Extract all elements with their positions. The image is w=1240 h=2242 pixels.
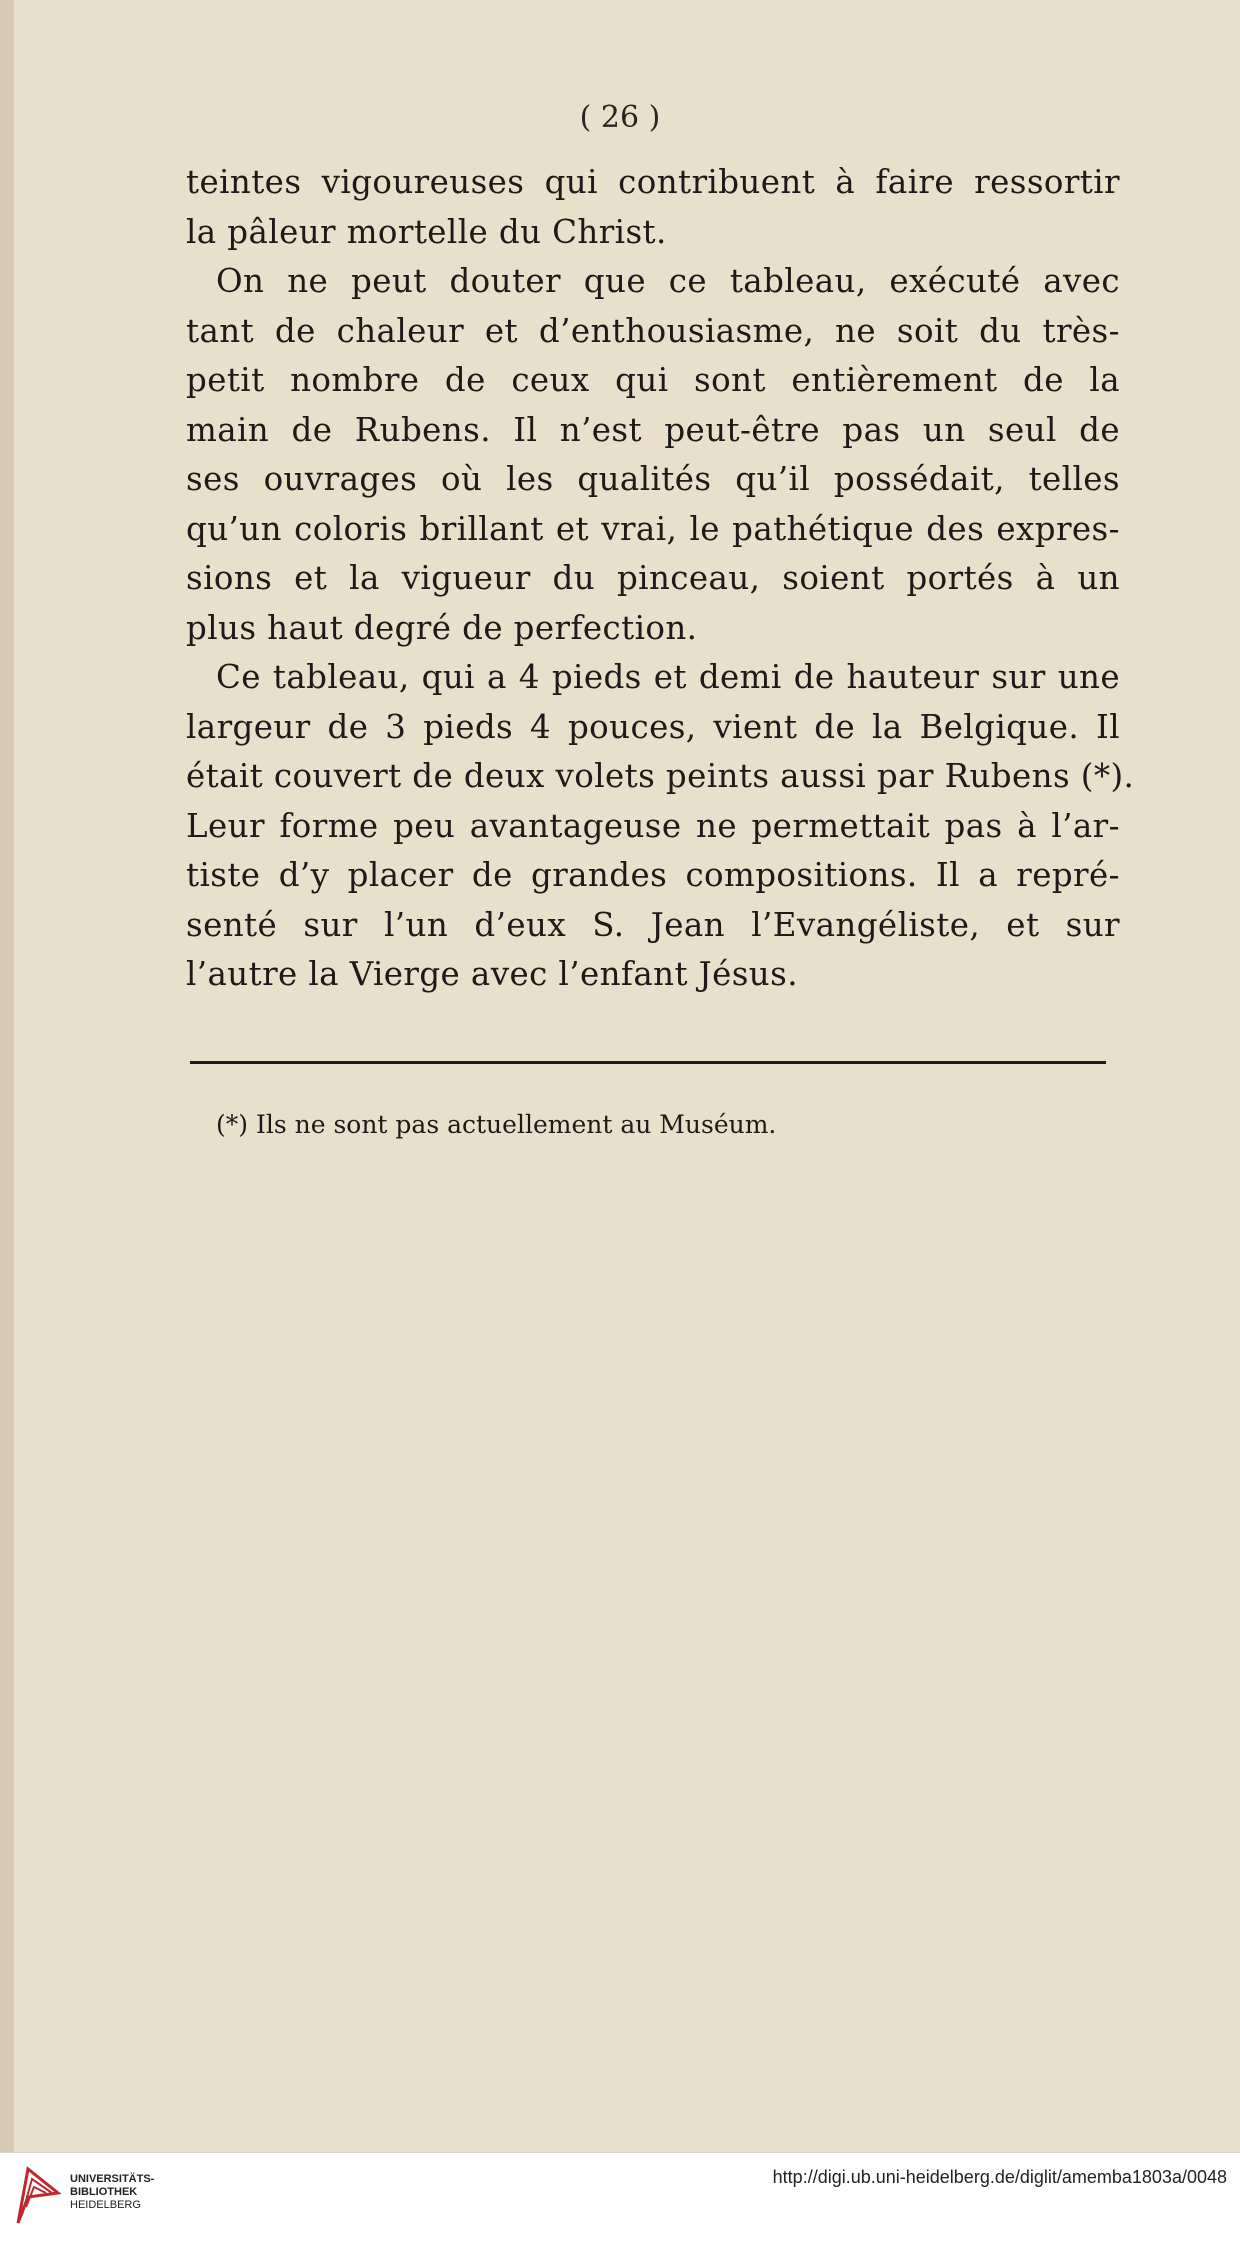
library-name-line: BIBLIOTHEK: [70, 2186, 138, 2198]
text-line: ses ouvrages où les qualités qu’il possédait, telles: [186, 460, 1120, 498]
viewer-footer: [0, 2152, 1240, 2242]
body-text: [186, 158, 1135, 1000]
library-name-line: UNIVERSITÄTS-: [70, 2173, 155, 2185]
text-line: était couvert de deux volets peints aussi par Rubens (*).: [186, 757, 1135, 795]
footnote-divider: [190, 1061, 1106, 1064]
university-library-logo-icon: [14, 2163, 62, 2227]
page-edge: [0, 0, 14, 2152]
text-line: la pâleur mortelle du Christ.: [186, 212, 667, 251]
text-line: l’autre la Vierge avec l’enfant Jésus.: [186, 955, 798, 993]
text-line: main de Rubens. Il n’est peut-être pas un seul de: [186, 410, 1120, 449]
text-line: qu’un coloris brillant et vrai, le pathétique des expres-: [186, 509, 1120, 548]
text-line: teintes vigoureuses qui contribuent à faire ressortir: [186, 163, 1120, 201]
text-line: tant de chaleur et d’enthousiasme, ne soit du très-: [186, 311, 1120, 350]
library-name-line: HEIDELBERG: [70, 2199, 141, 2211]
text-line: sions et la vigueur du pinceau, soient portés à un: [186, 559, 1120, 597]
text-line: senté sur l’un d’eux S. Jean l’Evangéliste, et sur: [186, 905, 1120, 944]
page-number: ( 26 ): [579, 100, 661, 135]
text-line: largeur de 3 pieds 4 pouces, vient de la Belgique. Il: [186, 707, 1120, 746]
footnote: (*) Ils ne sont pas actuellement au Muséum.: [216, 1110, 777, 1139]
text-line: plus haut degré de perfection.: [186, 608, 698, 647]
permalink-url[interactable]: http://digi.ub.uni-heidelberg.de/diglit/amemba1803a/0048: [772, 2167, 1227, 2187]
text-line: On ne peut douter que ce tableau, exécuté avec: [216, 262, 1120, 300]
text-line: Leur forme peu avantageuse ne permettait pas à l’ar-: [186, 806, 1120, 845]
text-line: tiste d’y placer de grandes compositions. Il a repré-: [186, 856, 1120, 894]
text-line: petit nombre de ceux qui sont entièrement de la: [186, 361, 1120, 399]
text-line: Ce tableau, qui a 4 pieds et demi de hauteur sur une: [216, 658, 1120, 696]
library-name: [70, 2173, 154, 2212]
